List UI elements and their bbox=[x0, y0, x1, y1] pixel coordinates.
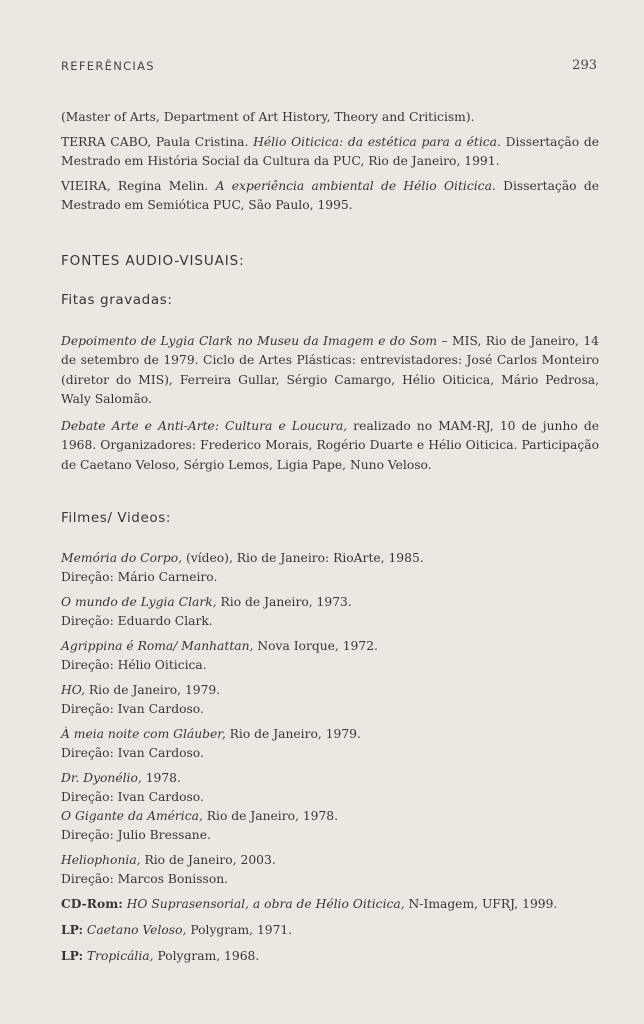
tape-entry bbox=[61, 417, 599, 476]
film-title: HO, bbox=[61, 682, 85, 697]
film-title: O Gigante da América, bbox=[61, 808, 203, 823]
subheading-films: Filmes/ Videos: bbox=[61, 510, 172, 526]
media-label: CD-Rom: bbox=[61, 895, 123, 911]
body-text bbox=[61, 108, 599, 966]
film-details: Rio de Janeiro, 1979. bbox=[225, 726, 361, 741]
reference-details: Dissertação de Mestrado em Semiótica PUC, São Paulo, 1995. bbox=[61, 178, 599, 212]
reference-details: Dissertação de Mestrado em História Social da Cultura da PUC, Rio de Janeiro, 1991. bbox=[61, 134, 599, 168]
film-direction: Direção: Eduardo Clark. bbox=[61, 613, 213, 628]
tape-details: – MIS, Rio de Janeiro, 14 de setembro de 1979. Ciclo de Artes Plásticas: entrevistadores: José Carlos Monteiro (diretor do MIS), Ferreira Gullar, Sérgio Camargo, Hélio Oiticica, Mário Pedrosa, Waly Salomão. bbox=[61, 333, 600, 406]
media-entry bbox=[61, 920, 599, 940]
film-direction: Direção: Ivan Cardoso. bbox=[61, 745, 204, 760]
tape-title: Depoimento de Lygia Clark no Museu da Imagem e do Som bbox=[61, 333, 438, 348]
film-details: Nova Iorque, 1972. bbox=[253, 638, 378, 653]
film-entry bbox=[61, 593, 599, 612]
media-title: Caetano Veloso, bbox=[83, 922, 187, 937]
media-entry bbox=[61, 894, 599, 914]
reference-author: TERRA CABO, Paula Cristina. bbox=[61, 134, 254, 149]
film-direction: Direção: Hélio Oiticica. bbox=[61, 657, 207, 672]
reference-entry bbox=[61, 108, 599, 128]
film-title: Heliophonia, bbox=[61, 852, 141, 867]
media-details: Polygram, 1968. bbox=[153, 948, 260, 963]
film-entry bbox=[61, 769, 599, 788]
film-details: (vídeo), Rio de Janeiro: RioArte, 1985. bbox=[182, 550, 424, 565]
media-details: N-Imagem, UFRJ, 1999. bbox=[404, 896, 558, 911]
film-direction: Direção: Ivan Cardoso. bbox=[61, 789, 204, 804]
film-direction: Direção: Mário Carneiro. bbox=[61, 569, 218, 584]
film-entry bbox=[61, 681, 599, 700]
reference-title: Hélio Oiticica: da estética para a ética. bbox=[253, 134, 501, 149]
tape-title: Debate Arte e Anti-Arte: Cultura e Loucura, bbox=[61, 418, 348, 433]
reference-text: (Master of Arts, Department of Art History, Theory and Criticism). bbox=[61, 110, 475, 124]
film-details: Rio de Janeiro, 1978. bbox=[202, 808, 339, 823]
media-title: HO Suprasensorial, a obra de Hélio Oiticica, bbox=[122, 896, 405, 911]
reference-author: VIEIRA, Regina Melin. bbox=[61, 178, 216, 193]
films-list bbox=[61, 549, 599, 966]
film-title: Dr. Dyonélio, bbox=[61, 770, 142, 785]
media-entry bbox=[61, 946, 599, 966]
film-title: O mundo de Lygia Clark, bbox=[61, 594, 217, 609]
reference-entry bbox=[61, 133, 599, 172]
section-heading-audio-visual: FONTES AUDIO-VISUAIS: bbox=[61, 252, 245, 269]
reference-entry bbox=[61, 177, 599, 216]
reference-title: A experiência ambiental de Hélio Oiticica. bbox=[215, 178, 496, 193]
film-details: Rio de Janeiro, 1979. bbox=[85, 682, 221, 697]
page-number: 293 bbox=[572, 58, 597, 73]
media-title: Tropicália, bbox=[83, 948, 154, 963]
media-details: Polygram, 1971. bbox=[186, 922, 293, 937]
film-entry bbox=[61, 807, 599, 826]
film-entry bbox=[61, 851, 599, 870]
film-details: Rio de Janeiro, 2003. bbox=[140, 852, 276, 867]
film-entry bbox=[61, 637, 599, 656]
film-title: Memória do Corpo, bbox=[61, 550, 183, 565]
media-label: LP: bbox=[61, 921, 83, 937]
tape-entry bbox=[61, 332, 599, 410]
film-title: À meia noite com Gláuber, bbox=[61, 726, 226, 741]
tape-details: realizado no MAM-RJ, 10 de junho de 1968. Organizadores: Frederico Morais, Rogério Duarte e Hélio Oiticica. Participação de Caetano Veloso, Sérgio Lemos, Ligia Pape, Nuno Veloso. bbox=[61, 418, 599, 472]
film-direction: Direção: Ivan Cardoso. bbox=[61, 701, 204, 716]
film-entry bbox=[61, 725, 599, 744]
media-label: LP: bbox=[61, 947, 83, 963]
subheading-tapes: Fitas gravadas: bbox=[61, 292, 173, 308]
film-details: Rio de Janeiro, 1973. bbox=[216, 594, 352, 609]
film-details: 1978. bbox=[141, 770, 181, 785]
film-direction: Direção: Marcos Bonisson. bbox=[61, 871, 229, 886]
film-direction: Direção: Julio Bressane. bbox=[61, 827, 211, 842]
running-head: REFERÊNCIAS bbox=[61, 59, 155, 73]
film-title: Agrippina é Roma/ Manhattan, bbox=[61, 638, 254, 653]
film-entry bbox=[61, 549, 599, 568]
